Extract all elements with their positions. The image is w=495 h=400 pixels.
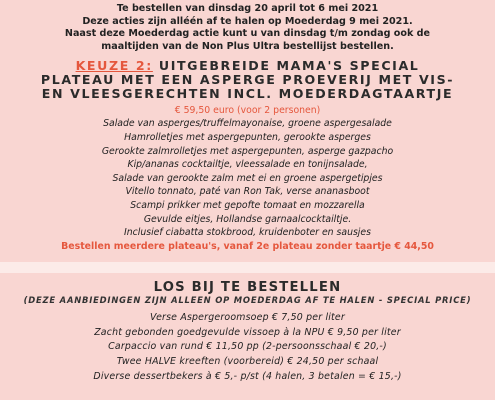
offer-item: Inclusief ciabatta stokbrood, kruidenboter en sausjes (124, 227, 371, 239)
offer-item: Kip/ananas cocktailtje, vleessalade en tonijnsalade, (127, 159, 368, 171)
section-divider (0, 262, 495, 273)
intro-line: maaltijden van de Non Plus Ultra bestellijst bestellen. (101, 40, 394, 52)
offer-item: Hamrolletjes met aspergepunten, gerookte asperges (124, 131, 371, 143)
bulk-order-note: Bestellen meerdere plateau's, vanaf 2e plateau zonder taartje € 44,50 (61, 240, 434, 252)
offer-item: Salade van gerookte zalm met ei en groene aspergetipjes (112, 172, 383, 184)
offer-items (0, 117, 495, 239)
intro-line: Te bestellen van dinsdag 20 april tot 6 mei 2021 (116, 3, 379, 14)
intro-line: Deze acties zijn alléén af te halen op Moederdag 9 mei 2021. (82, 15, 413, 27)
offer-heading-text: UITGEBREIDE MAMA'S SPECIAL (152, 58, 420, 74)
offer-item: Gerookte zalmrolletjes met aspergepunten, asperge gazpacho (101, 145, 394, 157)
offer-price: € 59,50 euro (voor 2 personen) (174, 105, 321, 117)
intro-block (0, 0, 495, 53)
offer-item: Scampi prikker met gepofte tomaat en mozzarella (130, 199, 365, 211)
intro-line: Naast deze Moederdag actie kunt u van dinsdag t/m zondag ook de (64, 28, 431, 40)
los-item: Carpaccio van rund € 11,50 pp (2-persoonsschaal € 20,-) (108, 341, 387, 353)
los-item: Verse Aspergeroomsoep € 7,50 per liter (150, 311, 345, 323)
offer-item: Gevulde eitjes, Hollandse garnaalcocktailtje. (143, 213, 352, 225)
los-item: Diverse dessertbekers à € 5,- p/st (4 halen, 3 betalen = € 15,-) (93, 370, 402, 382)
offer-heading-line (0, 59, 495, 73)
offer-item: Salade van asperges/truffelmayonaise, groene aspergesalade (103, 118, 392, 130)
offer-heading-line: PLATEAU MET EEN ASPERGE PROEVERIJ MET VIS- (40, 72, 455, 88)
offer-heading (0, 59, 495, 101)
offer-item: Vitello tonnato, paté van Ron Tak, verse ananasboot (125, 186, 370, 198)
keuze-label: KEUZE 2: (75, 58, 153, 74)
los-item: Twee HALVE kreeften (voorbereid) € 24,50 per schaal (116, 356, 379, 368)
los-subtitle: (DEZE AANBIEDINGEN ZIJN ALLEEN OP MOEDERDAG AF TE HALEN - SPECIAL PRICE) (23, 294, 472, 305)
los-items (0, 311, 495, 385)
los-title: LOS BIJ TE BESTELLEN (153, 279, 342, 295)
los-item: Zacht gebonden goedgevulde vissoep à la NPU € 9,50 per liter (94, 326, 401, 338)
offer-heading-line: EN VLEESGERECHTEN INCL. MOEDERDAGTAARTJE (41, 86, 454, 102)
